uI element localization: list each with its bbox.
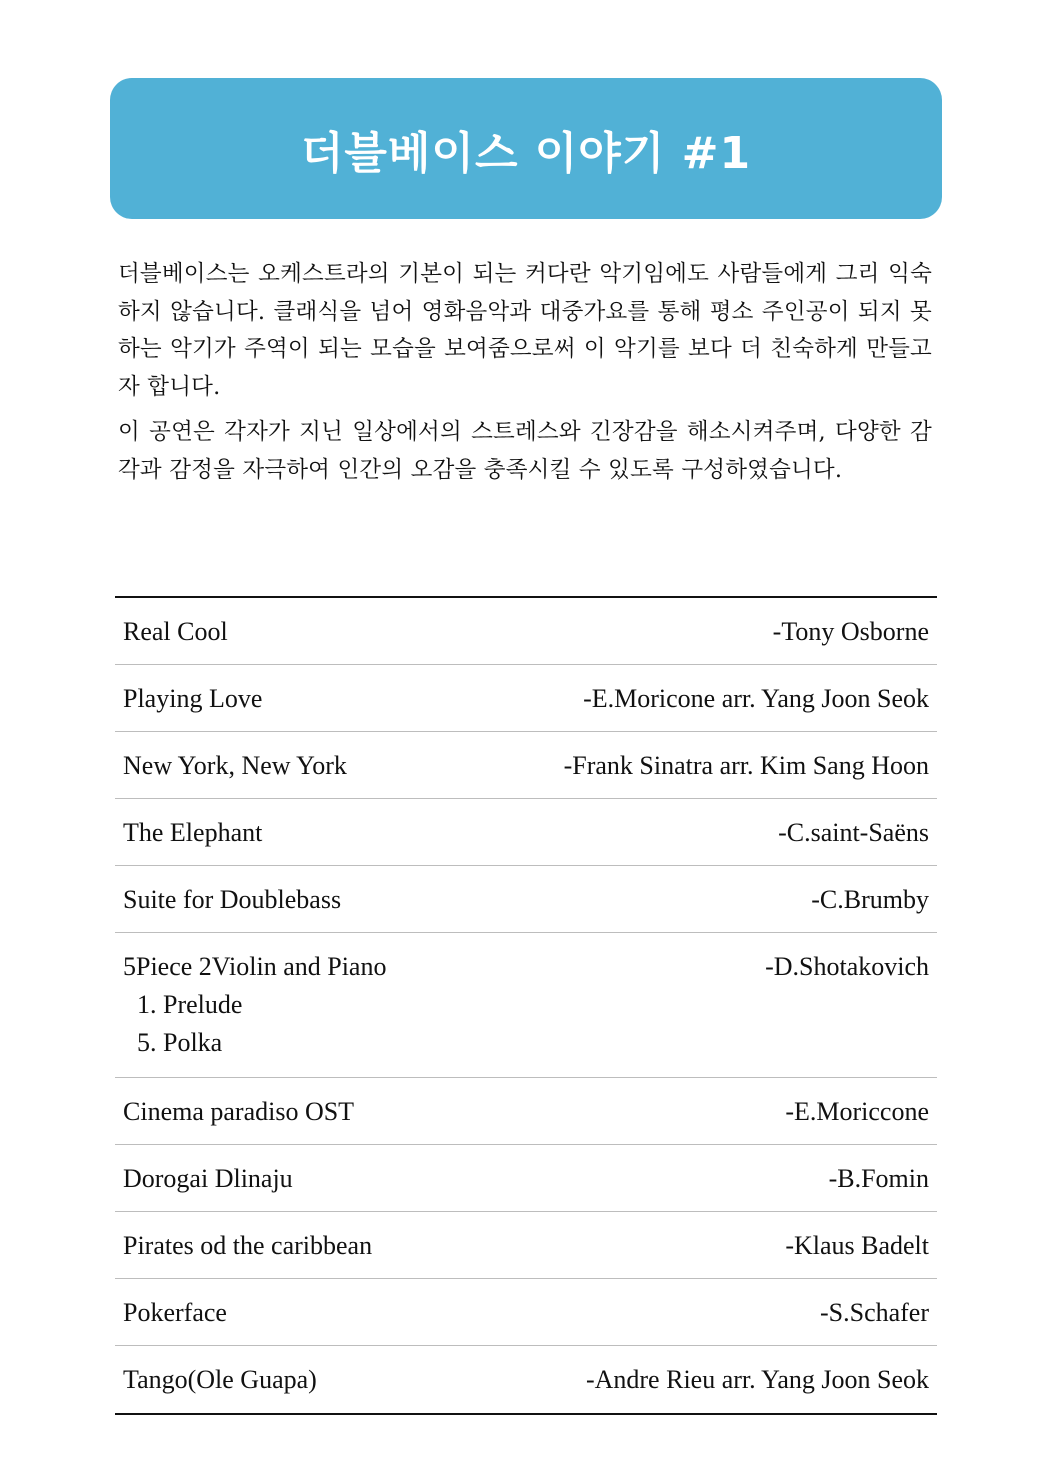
- piece-block: [123, 951, 386, 1059]
- movement-item: 1. Prelude: [137, 990, 243, 1019]
- program-row: [115, 866, 937, 933]
- piece-composer: -Andre Rieu arr. Yang Joon Seok: [585, 1365, 929, 1394]
- piece-title: Cinema paradiso OST: [123, 1097, 355, 1126]
- program-row: [115, 1078, 937, 1145]
- program-row: [115, 1145, 937, 1212]
- program-row: [115, 799, 937, 866]
- program-row: [115, 1346, 937, 1413]
- piece-title: Pirates od the caribbean: [123, 1231, 373, 1260]
- piece-composer: -E.Moriccone: [785, 1097, 929, 1126]
- title-banner: [110, 78, 942, 219]
- program-row: [115, 665, 937, 732]
- movement-item: 5. Polka: [137, 1028, 223, 1057]
- piece-composer: -E.Moricone arr. Yang Joon Seok: [583, 684, 929, 713]
- piece-composer: -S.Schafer: [819, 1298, 929, 1327]
- piece-title: Playing Love: [123, 684, 263, 713]
- piece-title: The Elephant: [123, 818, 263, 847]
- program-list: [115, 596, 937, 1415]
- piece-composer: -Frank Sinatra arr. Kim Sang Hoon: [563, 751, 929, 780]
- program-row: [115, 732, 937, 799]
- intro-section: [118, 256, 932, 497]
- piece-title: Pokerface: [123, 1298, 227, 1327]
- program-row: [115, 1212, 937, 1279]
- intro-paragraph: 이 공연은 각자가 지닌 일상에서의 스트레스와 긴장감을 해소시켜주며, 다양한 감각과 감정을 자극하여 인간의 오감을 충족시킬 수 있도록 구성하였습니다.: [118, 419, 932, 483]
- piece-composer: -Tony Osborne: [772, 617, 929, 646]
- piece-title: New York, New York: [123, 751, 347, 780]
- piece-composer: -C.saint-Saëns: [778, 818, 929, 847]
- piece-composer: -D.Shotakovich: [765, 952, 929, 981]
- piece-title: Dorogai Dlinaju: [123, 1164, 293, 1193]
- piece-composer: -C.Brumby: [811, 885, 929, 914]
- page-title: 더블베이스 이야기 #1: [300, 127, 752, 179]
- program-row: [115, 1279, 937, 1346]
- piece-title: 5Piece 2Violin and Piano: [123, 952, 387, 981]
- program-row: [115, 598, 937, 665]
- piece-composer: -B.Fomin: [828, 1164, 929, 1193]
- piece-title: Suite for Doublebass: [123, 885, 342, 914]
- intro-paragraph: 더블베이스는 오케스트라의 기본이 되는 커다란 악기임에도 사람들에게 그리 익숙하지 않습니다. 클래식을 넘어 영화음악과 대중가요를 통해 평소 주인공이 되지 못하는 악기가 주역이 되는 모습을 보여줌으로써 이 악기를 보다 더 친숙하게 만들고자 합니다.: [118, 261, 932, 400]
- program-row: [115, 933, 937, 1078]
- piece-title: Real Cool: [123, 617, 228, 646]
- piece-composer: -Klaus Badelt: [785, 1231, 929, 1260]
- piece-title: Tango(Ole Guapa): [123, 1365, 317, 1394]
